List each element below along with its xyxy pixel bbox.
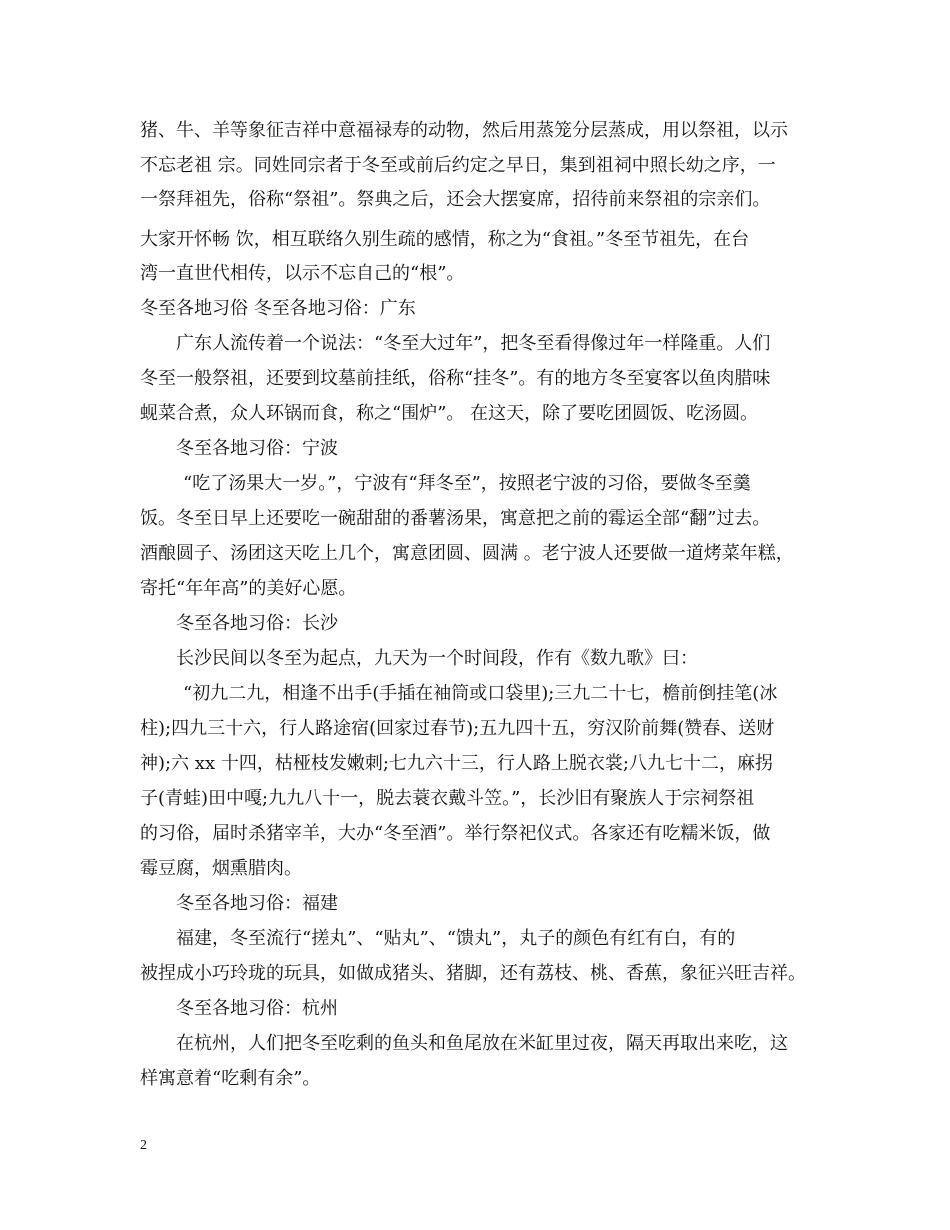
section-heading: 冬至各地习俗：长沙 — [176, 613, 338, 634]
section-heading: 冬至各地习俗：杭州 — [176, 998, 338, 1019]
body-text-line: “吃了汤果大一岁。”，宁波有“拜冬至”，按照老宁波的习俗，要做冬至羹 — [183, 473, 751, 494]
body-text-line: 冬至一般祭祖，还要到坟墓前挂纸，俗称“挂冬”。有的地方冬至宴客以鱼肉腊味 — [140, 368, 771, 389]
body-text-line: 不忘老祖 宗。同姓同宗者于冬至或前后约定之早日，集到祖祠中照长幼之序，一 — [140, 155, 776, 176]
body-text-line: 柱);四九三十六，行人路途宿(回家过春节);五九四十五，穷汉阶前舞(赞春、送财 — [140, 718, 775, 739]
body-text-line: 样寓意着“吃剩有余”。 — [140, 1068, 321, 1089]
body-text-line: 广东人流传着一个说法：“冬至大过年”，把冬至看得像过年一样隆重。人们 — [176, 333, 771, 354]
page-number: 2 — [140, 1138, 147, 1153]
body-text-line: 被捏成小巧玲珑的玩具，如做成猪头、猪脚，还有荔枝、桃、香蕉，象征兴旺吉祥。 — [140, 963, 806, 984]
body-text-line: 酒酿圆子、汤团这天吃上几个，寓意团圆、圆满 。老宁波人还要做一道烤菜年糕， — [140, 543, 794, 564]
body-text-line: 神);六 xx 十四，枯桠枝发嫩刺;七九六十三，行人路上脱衣裳;八九七十二，麻拐 — [140, 753, 773, 774]
body-text-line: “初九二九，相逢不出手(手插在袖筒或口袋里);三九二十七，檐前倒挂笔(冰 — [183, 683, 778, 704]
section-heading: 冬至各地习俗 冬至各地习俗：广东 — [140, 298, 416, 319]
body-text-line: 一祭拜祖先，俗称“祭祖”。祭典之后，还会大摆宴席，招待前来祭祖的宗亲们。 — [140, 189, 771, 210]
section-heading: 冬至各地习俗：宁波 — [176, 438, 338, 459]
body-text-line: 蚬菜合煮，众人环锅而食，称之“围炉”。 在这天，除了要吃团圆饭、吃汤圆。 — [140, 403, 759, 424]
body-text-line: 的习俗，届时杀猪宰羊，大办“冬至酒”。举行祭祀仪式。各家还有吃糯米饭，做 — [140, 823, 771, 844]
body-text-line: 湾一直世代相传，以示不忘自己的“根”。 — [140, 263, 465, 284]
body-text-line: 饭。冬至日早上还要吃一碗甜甜的番薯汤果，寓意把之前的霉运全部“翻”过去。 — [140, 508, 771, 529]
body-text-line: 子(青蛙)田中嘎;九九八十一，脱去蓑衣戴斗笠。”，长沙旧有聚族人于宗祠祭祖 — [140, 788, 755, 809]
body-text-line: 霉豆腐，烟熏腊肉。 — [140, 858, 302, 879]
body-text-line: 长沙民间以冬至为起点，九天为一个时间段，作有《数九歌》曰： — [176, 648, 698, 669]
body-text-line: 猪、牛、羊等象征吉祥中意福禄寿的动物，然后用蒸笼分层蒸成，用以祭祖，以示 — [140, 120, 788, 141]
body-text-line: 福建，冬至流行“搓丸”、“贴丸”、“馈丸”，丸子的颜色有红有白，有的 — [176, 928, 736, 949]
body-text-line: 寄托“年年高”的美好心愿。 — [140, 578, 357, 599]
body-text-line: 大家开怀畅 饮，相互联络久别生疏的感情，称之为“食祖。”冬至节祖先，在台 — [140, 229, 750, 250]
section-heading: 冬至各地习俗：福建 — [176, 893, 338, 914]
body-text-line: 在杭州，人们把冬至吃剩的鱼头和鱼尾放在米缸里过夜，隔天再取出来吃，这 — [176, 1033, 788, 1054]
